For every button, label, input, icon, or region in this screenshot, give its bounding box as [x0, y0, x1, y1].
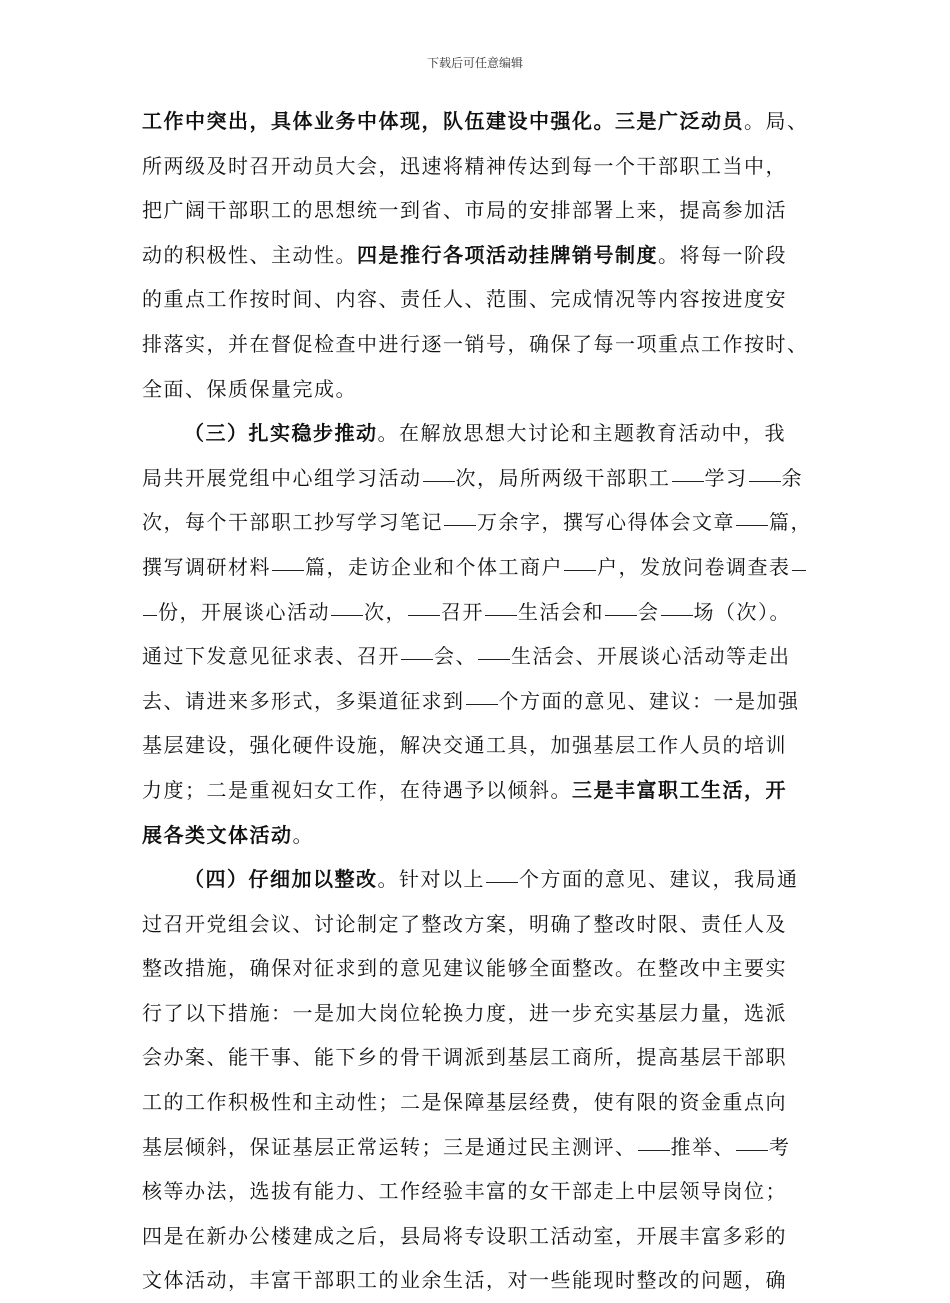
text-line [142, 590, 827, 635]
fill-in-blank [444, 524, 476, 526]
text-line [142, 99, 827, 144]
text-line [142, 813, 827, 858]
body-text: 学习 [704, 465, 748, 490]
text-line [142, 545, 827, 590]
text-line [142, 456, 827, 501]
body-text: 动的积极性、主动性。 [142, 242, 357, 267]
text-line [142, 679, 827, 724]
text-line [142, 634, 827, 679]
body-text: 个方面的意见、建议，我局通 [519, 867, 799, 892]
bold-text: 三是丰富职工生活，开 [572, 777, 787, 802]
bold-text: 展各类文体活动 [142, 822, 293, 847]
fill-in-blank [331, 614, 363, 616]
body-text: 基层倾斜，保证基层正常运转；三是通过民主测评、 [142, 1134, 637, 1159]
text-line [142, 723, 827, 768]
bold-text: （四）仔细加以整改 [184, 867, 378, 892]
body-text: 。针对以上 [377, 867, 485, 892]
text-line [142, 277, 827, 322]
body-text: 次，每个干部职工抄写学习笔记 [142, 510, 443, 535]
fill-in-blank [564, 569, 596, 571]
body-text: 的重点工作按时间、内容、责任人、范围、完成情况等内容按进度安 [142, 287, 787, 312]
body-text: 会 [638, 599, 660, 624]
bold-text: 四是推行各项活动挂牌销号制度 [357, 242, 658, 267]
body-text: 。局、 [744, 109, 809, 133]
body-text: 考 [769, 1134, 791, 1159]
body-text: 过召开党组会议、讨论制定了整改方案，明确了整改时限、责任人及 [142, 911, 787, 936]
fill-in-blank [466, 703, 498, 705]
text-line [142, 411, 827, 456]
fill-in-blank [408, 614, 440, 616]
text-line [142, 1035, 827, 1080]
body-text: 去、请进来多形式，多渠道征求到 [142, 688, 465, 713]
body-text: 场（次）。 [693, 599, 791, 624]
bold-text: 工作中突出，具体业务中体现，队伍建设中强化。三是广泛动员 [142, 109, 744, 133]
body-text: 排落实，并在督促检查中进行逐一销号，确保了每一项重点工作按时、 [142, 331, 809, 356]
fill-in-blank [605, 614, 637, 616]
bold-text: （三）扎实稳步推动 [184, 421, 378, 446]
body-text: 万余字，撰写心得体会文章 [477, 510, 735, 535]
text-line [142, 1080, 827, 1125]
fill-in-blank [401, 658, 433, 660]
body-text: 会、 [434, 644, 477, 669]
body-text: 推举、 [670, 1134, 735, 1159]
body-text: 。 [292, 822, 314, 847]
body-text: 基层建设，强化硬件设施，解决交通工具，加强基层工作人员的培训 [142, 733, 787, 758]
text-line [142, 144, 827, 189]
text-line [142, 1169, 827, 1214]
fill-in-blank [792, 569, 806, 571]
body-text: 户，发放问卷调查表 [597, 554, 791, 579]
body-text: 余 [781, 465, 803, 490]
body-text: 局共开展党组中心组学习活动 [142, 465, 422, 490]
fill-in-blank [272, 569, 304, 571]
body-text: 核等办法，选拔有能力、工作经验丰富的女干部走上中层领导岗位； [142, 1179, 787, 1204]
text-line [142, 768, 827, 813]
fill-in-blank [638, 1149, 670, 1151]
body-text: 生活会和 [518, 599, 604, 624]
fill-in-blank [736, 524, 768, 526]
body-text: 。在解放思想大讨论和主题教育活动中，我 [377, 421, 786, 446]
text-line [142, 188, 827, 233]
document-body [142, 99, 827, 1303]
text-line [142, 1258, 827, 1303]
text-line [142, 322, 827, 367]
fill-in-blank [486, 881, 518, 883]
body-text: 四是在新办公楼建成之后，县局将专设职工活动室，开展丰富多彩的 [142, 1223, 787, 1248]
body-text: 撰写调研材料 [142, 554, 271, 579]
fill-in-blank [143, 614, 157, 616]
fill-in-blank [485, 614, 517, 616]
text-line [142, 233, 827, 278]
text-line [142, 1125, 827, 1170]
text-line [142, 902, 827, 947]
fill-in-blank [672, 480, 704, 482]
body-text: 工的工作积极性和主动性；二是保障基层经费，使有限的资金重点向 [142, 1090, 787, 1115]
fill-in-blank [736, 1149, 768, 1151]
body-text: 所两级及时召开动员大会，迅速将精神传达到每一个干部职工当中， [142, 153, 787, 178]
page-header: 下载后可任意编辑 [426, 56, 523, 70]
body-text: 篇， [769, 510, 812, 535]
text-line [142, 1214, 827, 1259]
body-text: 全面、保质保量完成。 [142, 376, 357, 401]
fill-in-blank [749, 480, 781, 482]
body-text: 力度；二是重视妇女工作，在待遇予以倾斜。 [142, 777, 572, 802]
body-text: 召开 [441, 599, 484, 624]
text-line [142, 367, 827, 412]
body-text: 篇，走访企业和个体工商户 [305, 554, 563, 579]
body-text: 次，局所两级干部职工 [455, 465, 671, 490]
body-text: 个方面的意见、建议：一是加强 [498, 688, 800, 713]
body-text: 份，开展谈心活动 [158, 599, 330, 624]
fill-in-blank [423, 480, 455, 482]
text-line [142, 991, 827, 1036]
body-text: 次， [364, 599, 407, 624]
body-text: 。将每一阶段 [658, 242, 787, 267]
fill-in-blank [661, 614, 693, 616]
text-line [142, 500, 827, 545]
body-text: 整改措施，确保对征求到的意见建议能够全面整改。在整改中主要实 [142, 956, 787, 981]
body-text: 把广阔干部职工的思想统一到省、市局的安排部署上来，提高参加活 [142, 198, 787, 223]
body-text: 生活会、开展谈心活动等走出 [511, 644, 791, 669]
fill-in-blank [478, 658, 510, 660]
body-text: 行了以下措施：一是加大岗位轮换力度，进一步充实基层力量，选派 [142, 1000, 787, 1025]
body-text: 会办案、能干事、能下乡的骨干调派到基层工商所，提高基层干部职 [142, 1045, 787, 1070]
body-text: 通过下发意见征求表、召开 [142, 644, 400, 669]
text-line [142, 946, 827, 991]
body-text: 文体活动，丰富干部职工的业余生活，对一些能现时整改的问题，确 [142, 1268, 787, 1293]
text-line [142, 857, 827, 902]
